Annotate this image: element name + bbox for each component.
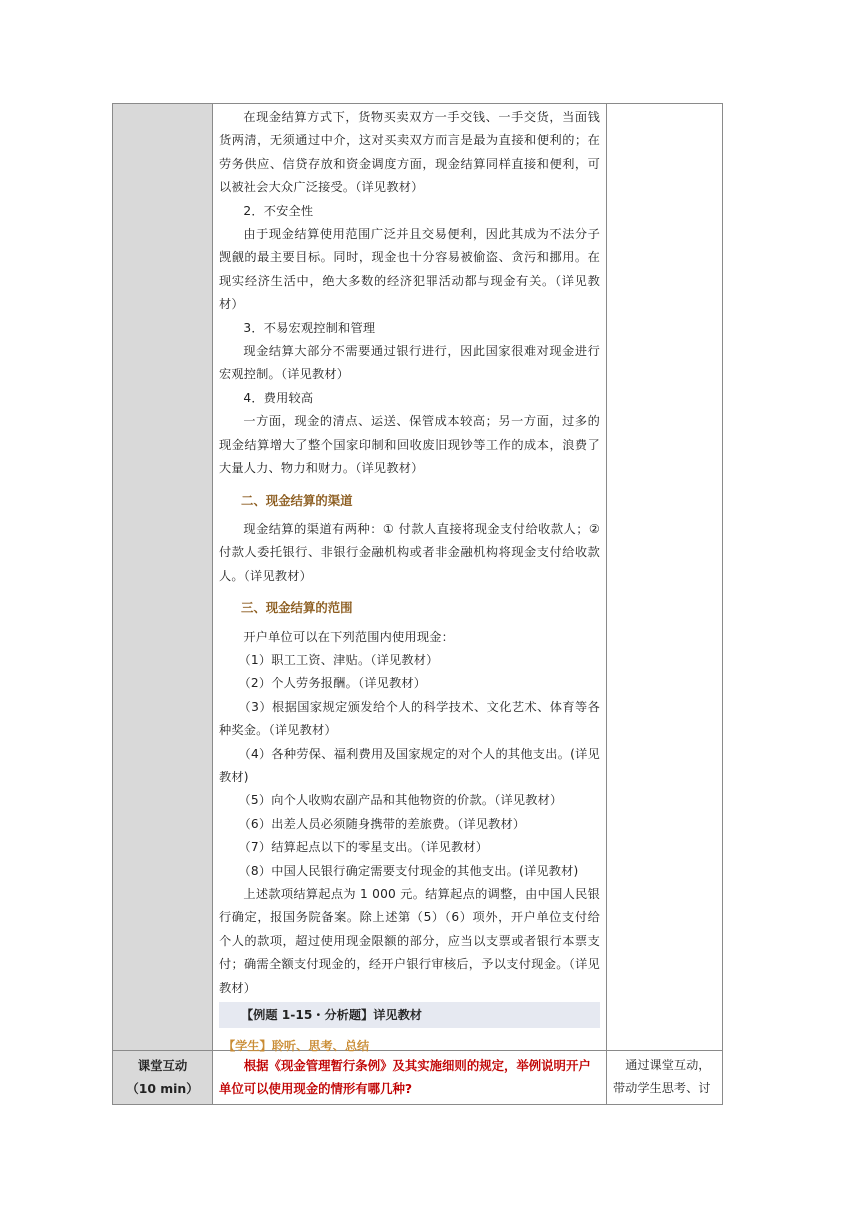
interaction-question: 根据《现金管理暂行条例》及其实施细则的规定，举例说明开户单位可以使用现金的情形有哪几种? bbox=[219, 1058, 591, 1096]
subheading: 4．费用较高 bbox=[243, 390, 314, 405]
section-heading: 三、现金结算的范围 bbox=[241, 600, 353, 616]
interaction-label-line2: （10 min） bbox=[126, 1081, 199, 1096]
paragraph: 开户单位可以在下列范围内使用现金： bbox=[243, 629, 454, 644]
list-item: （3）根据国家规定颁发给个人的科学技术、文化艺术、体育等各种奖金。（详见教材） bbox=[219, 699, 600, 738]
list-item: （2）个人劳务报酬。（详见教材） bbox=[238, 676, 427, 691]
subheading: 3．不易宏观控制和管理 bbox=[243, 320, 376, 335]
content-row bbox=[112, 103, 723, 1054]
paragraph: 上述款项结算起点为 1 000 元。结算起点的调整，由中国人民银行确定，报国务院备案。除上述第（5）（6）项外，开户单位支付给个人的款项，超过使用现金限额的部分，应当以支票或者银行本票支付；确需全额支付现金的，经开户银行审核后，予以支付现金。（详见教材） bbox=[219, 887, 600, 995]
section-heading: 二、现金结算的渠道 bbox=[241, 492, 353, 508]
list-item: （5）向个人收购农副产品和其他物资的价款。（详见教材） bbox=[238, 793, 563, 808]
interaction-note: 通过课堂互动，带动学生思考、讨 bbox=[613, 1058, 711, 1095]
left-label-cell bbox=[113, 104, 213, 1050]
interaction-label bbox=[113, 1051, 212, 1100]
paragraph: 在现金结算方式下，货物买卖双方一手交钱、一手交货，当面钱货两清，无须通过中介，这对买卖双方而言是最为直接和便利的；在劳务供应、信贷存放和资金调度方面，现金结算同样直接和便利，可以被社会大众广泛接受。（详见教材） bbox=[219, 110, 600, 195]
list-item: （6）出差人员必须随身携带的差旅费。（详见教材） bbox=[238, 816, 526, 831]
student-note: 【学生】聆听、思考、总结 bbox=[223, 1039, 370, 1054]
content-cell bbox=[213, 104, 607, 1054]
paragraph: 现金结算的渠道有两种：① 付款人直接将现金支付给收款人；② 付款人委托银行、非银行金融机构或者非金融机构将现金支付给收款人。（详见教材） bbox=[219, 521, 600, 583]
subheading: 2．不安全性 bbox=[243, 203, 314, 218]
right-note-cell bbox=[607, 104, 722, 1050]
interaction-label-line1: 课堂互动 bbox=[137, 1058, 188, 1073]
paragraph: 一方面，现金的清点、运送、保管成本较高；另一方面，过多的现金结算增大了整个国家印制和回收废旧现钞等工作的成本，浪费了大量人力、物力和财力。（详见教材） bbox=[219, 414, 600, 476]
list-item: （4）各种劳保、福利费用及国家规定的对个人的其他支出。(详见教材) bbox=[219, 746, 600, 784]
interaction-note-cell bbox=[607, 1051, 722, 1104]
interaction-question-cell bbox=[213, 1051, 607, 1104]
list-item: （7）结算起点以下的零星支出。（详见教材） bbox=[238, 840, 489, 855]
interaction-row bbox=[112, 1051, 723, 1105]
lesson-plan-table bbox=[112, 103, 723, 1105]
example-box: 【例题 1-15・分析题】详见教材 bbox=[219, 1002, 600, 1028]
list-item: （1）职工工资、津贴。（详见教材） bbox=[238, 652, 439, 667]
list-item: （8）中国人民银行确定需要支付现金的其他支出。(详见教材) bbox=[238, 863, 579, 878]
interaction-label-cell bbox=[113, 1051, 213, 1104]
paragraph: 由于现金结算使用范围广泛并且交易便利，因此其成为不法分子觊觎的最主要目标。同时，现金也十分容易被偷盗、贪污和挪用。在现实经济生活中，绝大多数的经济犯罪活动都与现金有关。（详见教材） bbox=[219, 227, 600, 312]
paragraph: 现金结算大部分不需要通过银行进行，因此国家很难对现金进行宏观控制。（详见教材） bbox=[219, 344, 600, 382]
